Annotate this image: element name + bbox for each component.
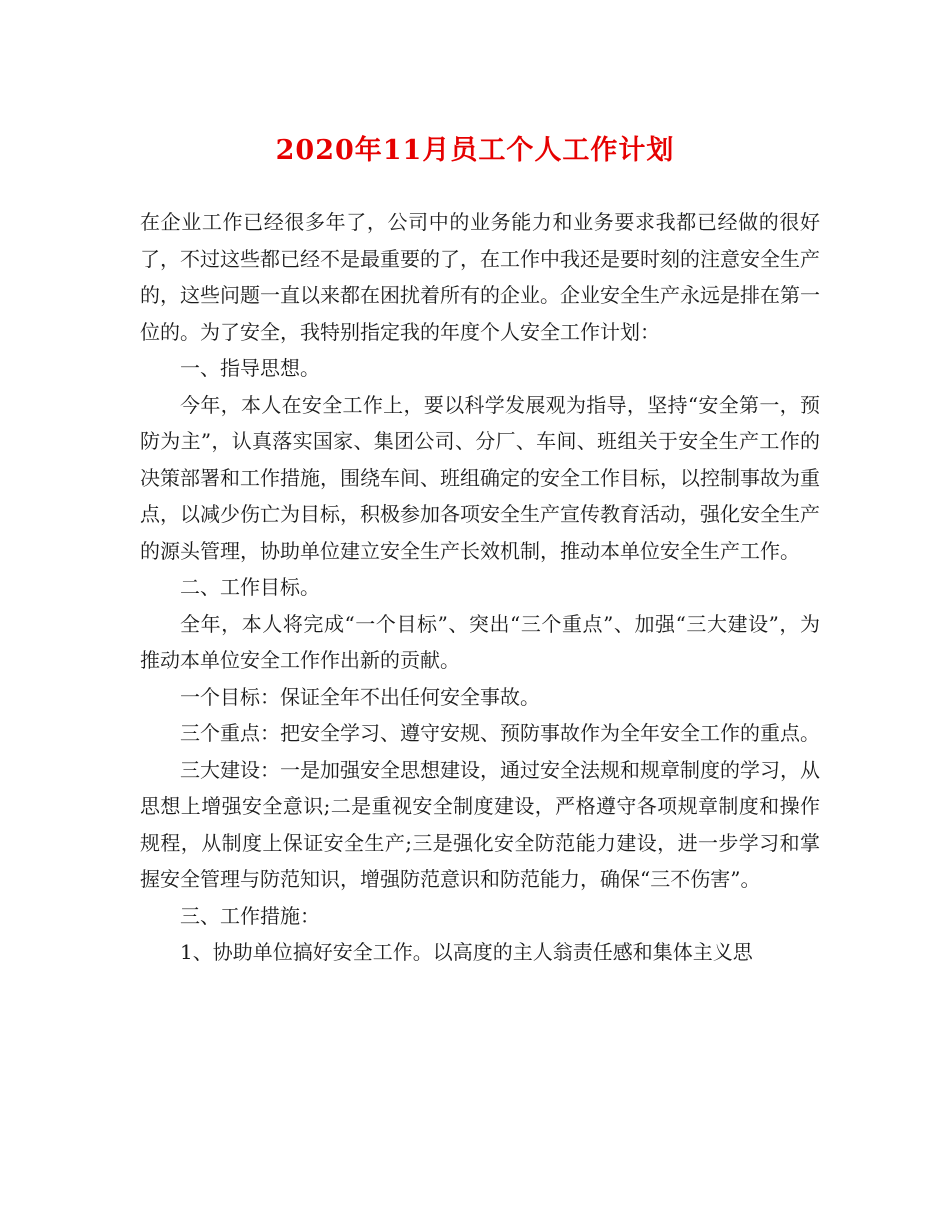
document-body [140,204,820,971]
paragraph-three-focuses: 三个重点：把安全学习、遵守安规、预防事故作为全年安全工作的重点。 [180,721,820,745]
document-title: 2020年11月员工个人工作计划 [275,135,675,166]
paragraph-work-goals: 全年，本人将完成“一个目标”、突出“三个重点”、加强“三大建设”，为推动本单位安全工作作出新的贡献。 [140,611,820,672]
paragraph-guiding-ideology: 今年，本人在安全工作上，要以科学发展观为指导，坚持“安全第一，预防为主”，认真落实国家、集团公司、分厂、车间、班组关于安全生产工作的决策部署和工作措施，围绕车间、班组确定的安全工作目标，以控制事故为重点，以减少伤亡为目标，积极参加各项安全生产宣传教育活动，强化安全生产的源头管理，协助单位建立安全生产长效机制，推动本单位安全生产工作。 [140,392,820,563]
paragraph-three-constructions: 三大建设：一是加强安全思想建设，通过安全法规和规章制度的学习，从思想上增强安全意识;二是重视安全制度建设，严格遵守各项规章制度和操作规程，从制度上保证安全生产;三是强化安全防范能力建设，进一步学习和掌握安全管理与防范知识，增强防范意识和防范能力，确保“三不伤害”。 [140,757,820,891]
paragraph-intro: 在企业工作已经很多年了，公司中的业务能力和业务要求我都已经做的很好了，不过这些都已经不是最重要的了，在工作中我还是要时刻的注意安全生产的，这些问题一直以来都在困扰着所有的企业。企业安全生产永远是排在第一位的。为了安全，我特别指定我的年度个人安全工作计划： [140,210,820,344]
section-heading-work-goals: 二、工作目标。 [180,575,320,599]
section-heading-guiding-ideology: 一、指导思想。 [180,356,320,380]
section-heading-work-measures: 三、工作措施： [180,903,320,928]
paragraph-measure-1: 1、协助单位搞好安全工作。以高度的主人翁责任感和集体主义思 [180,940,753,964]
paragraph-one-goal: 一个目标：保证全年不出任何安全事故。 [180,684,540,709]
